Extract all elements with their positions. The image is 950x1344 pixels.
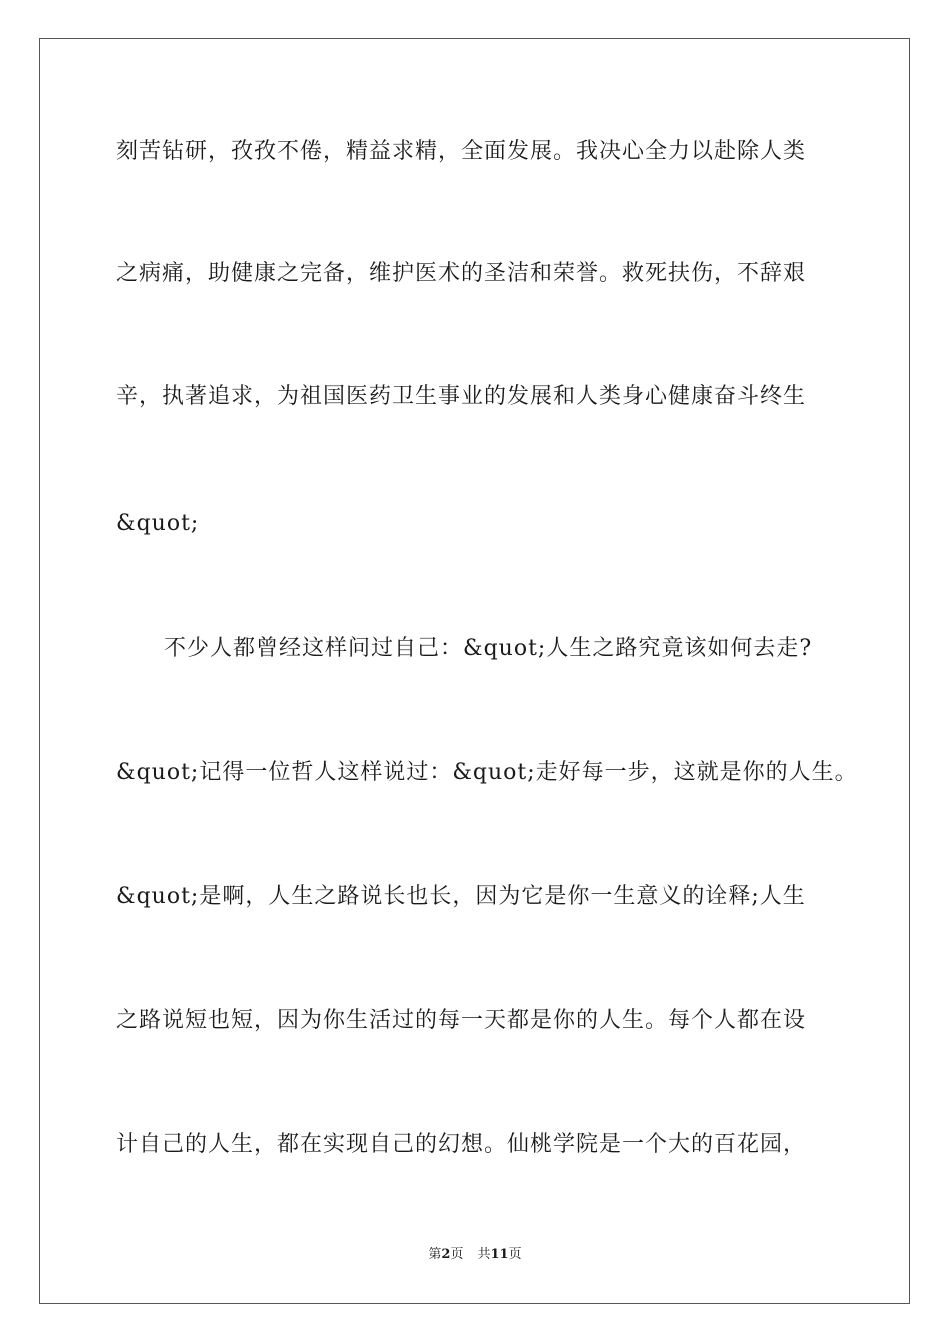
footer-page-number: 2 [441, 1247, 451, 1262]
text-line-1: 刻苦钻研，孜孜不倦，精益求精，全面发展。我决心全力以赴除人类 [116, 139, 807, 164]
footer-prefix: 第 [428, 1247, 442, 1262]
text-line-9: 计自己的人生，都在实现自己的幻想。仙桃学院是一个大的百花园， [116, 1132, 807, 1157]
text-line-7: &quot;是啊，人生之路说长也长，因为它是你一生意义的诠释;人生 [116, 884, 806, 909]
footer-total-suffix: 页 [508, 1247, 522, 1262]
text-line-3: 辛，执著追求，为祖国医药卫生事业的发展和人类身心健康奋斗终生 [116, 384, 807, 409]
footer-total-pages: 11 [490, 1247, 509, 1262]
page-footer [0, 1246, 950, 1264]
footer-page-suffix: 页 [450, 1247, 464, 1262]
page-border [39, 38, 910, 1304]
text-line-8: 之路说短也短，因为你生活过的每一天都是你的人生。每个人都在设 [116, 1008, 807, 1033]
footer-total-prefix: 共 [477, 1247, 491, 1262]
text-line-6: &quot;记得一位哲人这样说过：&quot;走好每一步，这就是你的人生。 [116, 760, 858, 785]
text-line-4: &quot; [116, 511, 200, 536]
text-line-5-paragraph-start: 不少人都曾经这样问过自己：&quot;人生之路究竟该如何去走? [164, 636, 813, 661]
text-line-2: 之病痛，助健康之完备，维护医术的圣洁和荣誉。救死扶伤，不辞艰 [116, 261, 807, 286]
